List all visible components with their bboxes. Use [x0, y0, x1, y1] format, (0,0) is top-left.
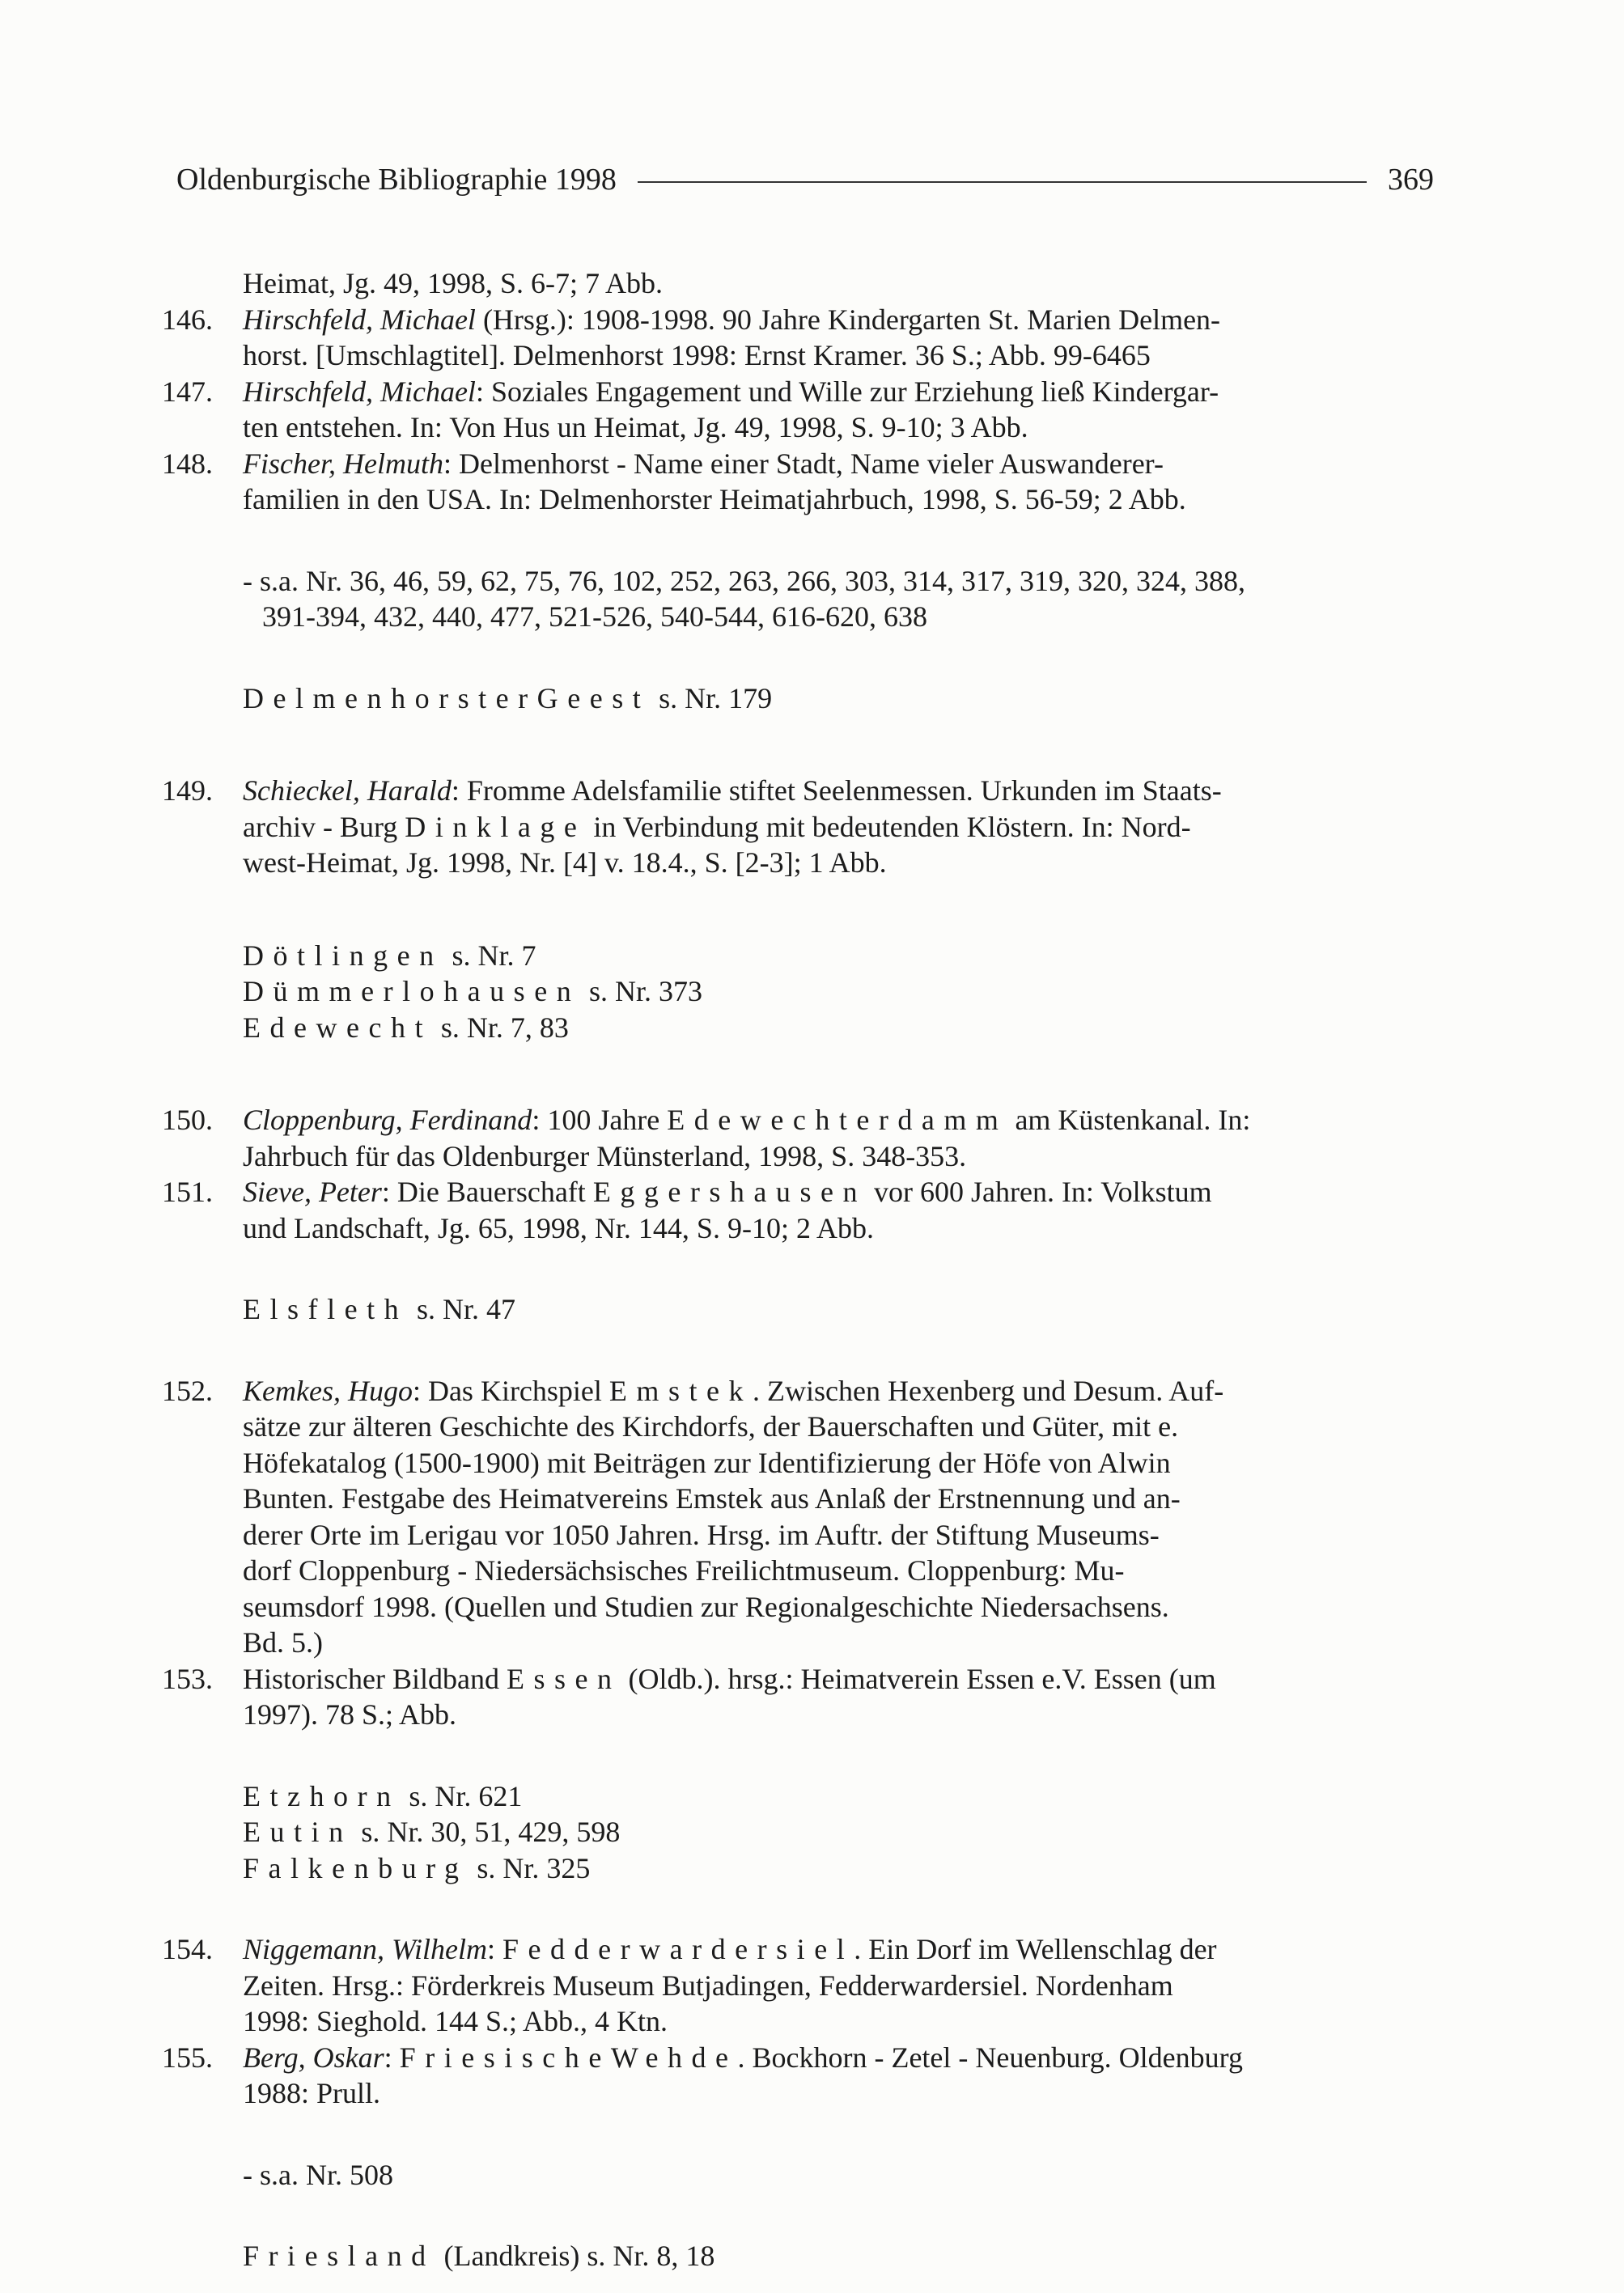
- continuation-line: Heimat, Jg. 49, 1998, S. 6-7; 7 Abb.: [243, 267, 663, 299]
- entry-text: horst. [Umschlagtitel]. Delmenhorst 1998: Ernst Kramer. 36 S.; Abb. 99-6465: [243, 339, 1151, 371]
- place-name: Friesland: [243, 2240, 435, 2272]
- entry-text: 1998: Sieghold. 144 S.; Abb., 4 Ktn.: [243, 2005, 668, 2037]
- entry-number: 152.: [162, 1374, 213, 1407]
- entry-number: 148.: [162, 447, 213, 480]
- place-reference: Falkenburg s. Nr. 325: [243, 1851, 591, 1884]
- entry-author: Berg, Oskar: [243, 2041, 384, 2074]
- place-name: Dümmerlohausen: [243, 975, 581, 1007]
- entry-146: 146. Hirschfeld, Michael (Hrsg.): 1908-1998. 90 Jahre Kindergarten St. Marien Delmen- horst. [Umschlagtitel]. Delmenhorst 1998: Ernst Kramer. 36 S.; Abb. 99-6465: [243, 302, 1432, 374]
- entry-text: und Landschaft, Jg. 65, 1998, Nr. 144, S. 9-10; 2 Abb.: [243, 1211, 874, 1244]
- entry-147: 147. Hirschfeld, Michael: Soziales Engagement und Wille zur Erziehung ließ Kindergar- ten entstehen. In: Von Hus un Heimat, Jg. 49, 1998, S. 9-10; 3 Abb.: [243, 374, 1432, 446]
- entry-148: 148. Fischer, Helmuth: Delmenhorst - Name einer Stadt, Name vieler Auswanderer- familien in den USA. In: Delmenhorster Heimatjahrbuch, 1998, S. 56-59; 2 Abb.: [243, 446, 1432, 518]
- running-header: [176, 162, 1434, 197]
- header-rule: [638, 181, 1367, 183]
- place-reference: Dümmerlohausen s. Nr. 373: [243, 975, 703, 1007]
- entry-150: 150. Cloppenburg, Ferdinand: 100 Jahre Edewechterdamm am Küstenkanal. In: Jahrbuch für das Oldenburger Münsterland, 1998, S. 348-353.: [243, 1102, 1432, 1174]
- entry-text: Jahrbuch für das Oldenburger Münsterland, 1998, S. 348-353.: [243, 1139, 967, 1172]
- entry-151: 151. Sieve, Peter: Die Bauerschaft Eggershausen vor 600 Jahren. In: Volkstum und Landschaft, Jg. 65, 1998, Nr. 144, S. 9-10; 2 Abb.: [243, 1174, 1432, 1246]
- place-name: Dötlingen: [243, 939, 443, 972]
- entry-149: 149. Schieckel, Harald: Fromme Adelsfamilie stiftet Seelenmessen. Urkunden im Staats- archiv - Burg Dinklage in Verbindung mit bedeutenden Klöstern. In: Nord- west-Heimat, Jg. 1998, Nr. [4] v. 18.4., S. [2-3]; 1 Abb.: [243, 773, 1432, 881]
- place-reference: DelmenhorsterGeest s. Nr. 179: [243, 681, 773, 714]
- place-name: DelmenhorsterGeest: [243, 681, 651, 714]
- entry-text: west-Heimat, Jg. 1998, Nr. [4] v. 18.4., S. [2-3]; 1 Abb.: [243, 846, 887, 879]
- place-name: Edewechterdamm: [667, 1104, 1008, 1136]
- place-name: Eutin: [243, 1816, 353, 1848]
- entry-154: 154. Niggemann, Wilhelm: Fedderwardersiel. Ein Dorf im Wellenschlag der Zeiten. Hrsg.: Förderkreis Museum Butjadingen, Fedderwardersiel. Nordenham 1998: Sieghold. 144 S.; Abb., 4 Ktn.: [243, 1931, 1432, 2040]
- journal-title: Oldenburgische Bibliographie 1998: [176, 163, 617, 197]
- entry-text: 1988: Prull.: [243, 2077, 381, 2109]
- place-reference: Friesland (Landkreis) s. Nr. 8, 18: [243, 2240, 715, 2272]
- place-name: Fedderwardersiel: [502, 1933, 854, 1965]
- place-reference: Dötlingen s. Nr. 7: [243, 939, 536, 972]
- place-reference: Etzhorn s. Nr. 621: [243, 1779, 523, 1812]
- page-number: 369: [1388, 163, 1434, 197]
- entry-author: Cloppenburg, Ferdinand: [243, 1104, 532, 1136]
- entry-number: 150.: [162, 1104, 213, 1136]
- entry-author: Niggemann, Wilhelm: [243, 1933, 487, 1965]
- entry-author: Fischer, Helmuth: [243, 447, 443, 480]
- place-name: Edewecht: [243, 1011, 433, 1044]
- entry-number: 149.: [162, 774, 213, 807]
- place-name: Dinklage: [405, 810, 587, 843]
- entry-author: Hirschfeld, Michael: [243, 375, 476, 408]
- entry-number: 155.: [162, 2041, 213, 2074]
- place-reference: Elsfleth s. Nr. 47: [243, 1293, 515, 1325]
- entry-number: 151.: [162, 1176, 213, 1208]
- place-name: FriesischeWehde: [399, 2041, 738, 2074]
- see-also-list: - s.a. Nr. 36, 46, 59, 62, 75, 76, 102, 252, 263, 266, 303, 314, 317, 319, 320, 324, 388, 391-394, 432, 440, 477, 521-526, 540-544, 616-620, 638: [243, 564, 1245, 633]
- place-name: Essen: [506, 1662, 621, 1695]
- place-reference: Eutin s. Nr. 30, 51, 429, 598: [243, 1816, 621, 1848]
- entry-number: 154.: [162, 1933, 213, 1965]
- entry-155: 155. Berg, Oskar: FriesischeWehde. Bockhorn - Zetel - Neuenburg. Oldenburg 1988: Prull.: [243, 2040, 1432, 2112]
- place-reference: Edewecht s. Nr. 7, 83: [243, 1011, 569, 1044]
- entry-text: ten entstehen. In: Von Hus un Heimat, Jg. 49, 1998, S. 9-10; 3 Abb.: [243, 411, 1028, 443]
- bibliography-body: [162, 265, 1432, 2274]
- entry-author: Schieckel, Harald: [243, 774, 452, 807]
- entry-author: Sieve, Peter: [243, 1176, 382, 1208]
- place-name: Eggershausen: [592, 1176, 867, 1208]
- entry-author: Hirschfeld, Michael: [243, 303, 476, 336]
- entry-152: 152. Kemkes, Hugo: Das Kirchspiel Emstek. Zwischen Hexenberg und Desum. Auf- sätze zur älteren Geschichte des Kirchdorfs, der Bauerschaften und Güter, mit e. Höfekatalog (1500-1900) mit Beiträgen zur Identifizierung der Höfe von Alwin Bunten. Festgabe des Heimatvereins Emstek aus Anlaß der Erstnennung und an- derer Orte im Lerigau vor 1050 Jahren. Hrsg. im Auftr. der Stiftung Museums- dorf Cloppenburg - Niedersächsisches Freilichtmuseum. Cloppenburg: Mu- seumsdorf 1998. (Quellen und Studien zur Regionalgeschichte Niedersachsens. Bd. 5.): [162, 1374, 1224, 1659]
- entry-number: 147.: [162, 375, 213, 408]
- entry-text: 1997). 78 S.; Abb.: [243, 1698, 457, 1731]
- entry-number: 153.: [162, 1662, 213, 1695]
- entry-author: Kemkes, Hugo: [243, 1374, 413, 1407]
- place-name: Falkenburg: [243, 1851, 469, 1884]
- place-name: Etzhorn: [243, 1779, 401, 1812]
- entry-text: familien in den USA. In: Delmenhorster Heimatjahrbuch, 1998, S. 56-59; 2 Abb.: [243, 483, 1186, 515]
- entry-153: 153. Historischer Bildband Essen (Oldb.). hrsg.: Heimatverein Essen e.V. Essen (um 1997). 78 S.; Abb.: [243, 1661, 1432, 1733]
- place-name: Emstek: [608, 1374, 753, 1407]
- see-also-list: - s.a. Nr. 508: [243, 2158, 393, 2191]
- place-name: Elsfleth: [243, 1293, 409, 1325]
- entry-number: 146.: [162, 303, 213, 336]
